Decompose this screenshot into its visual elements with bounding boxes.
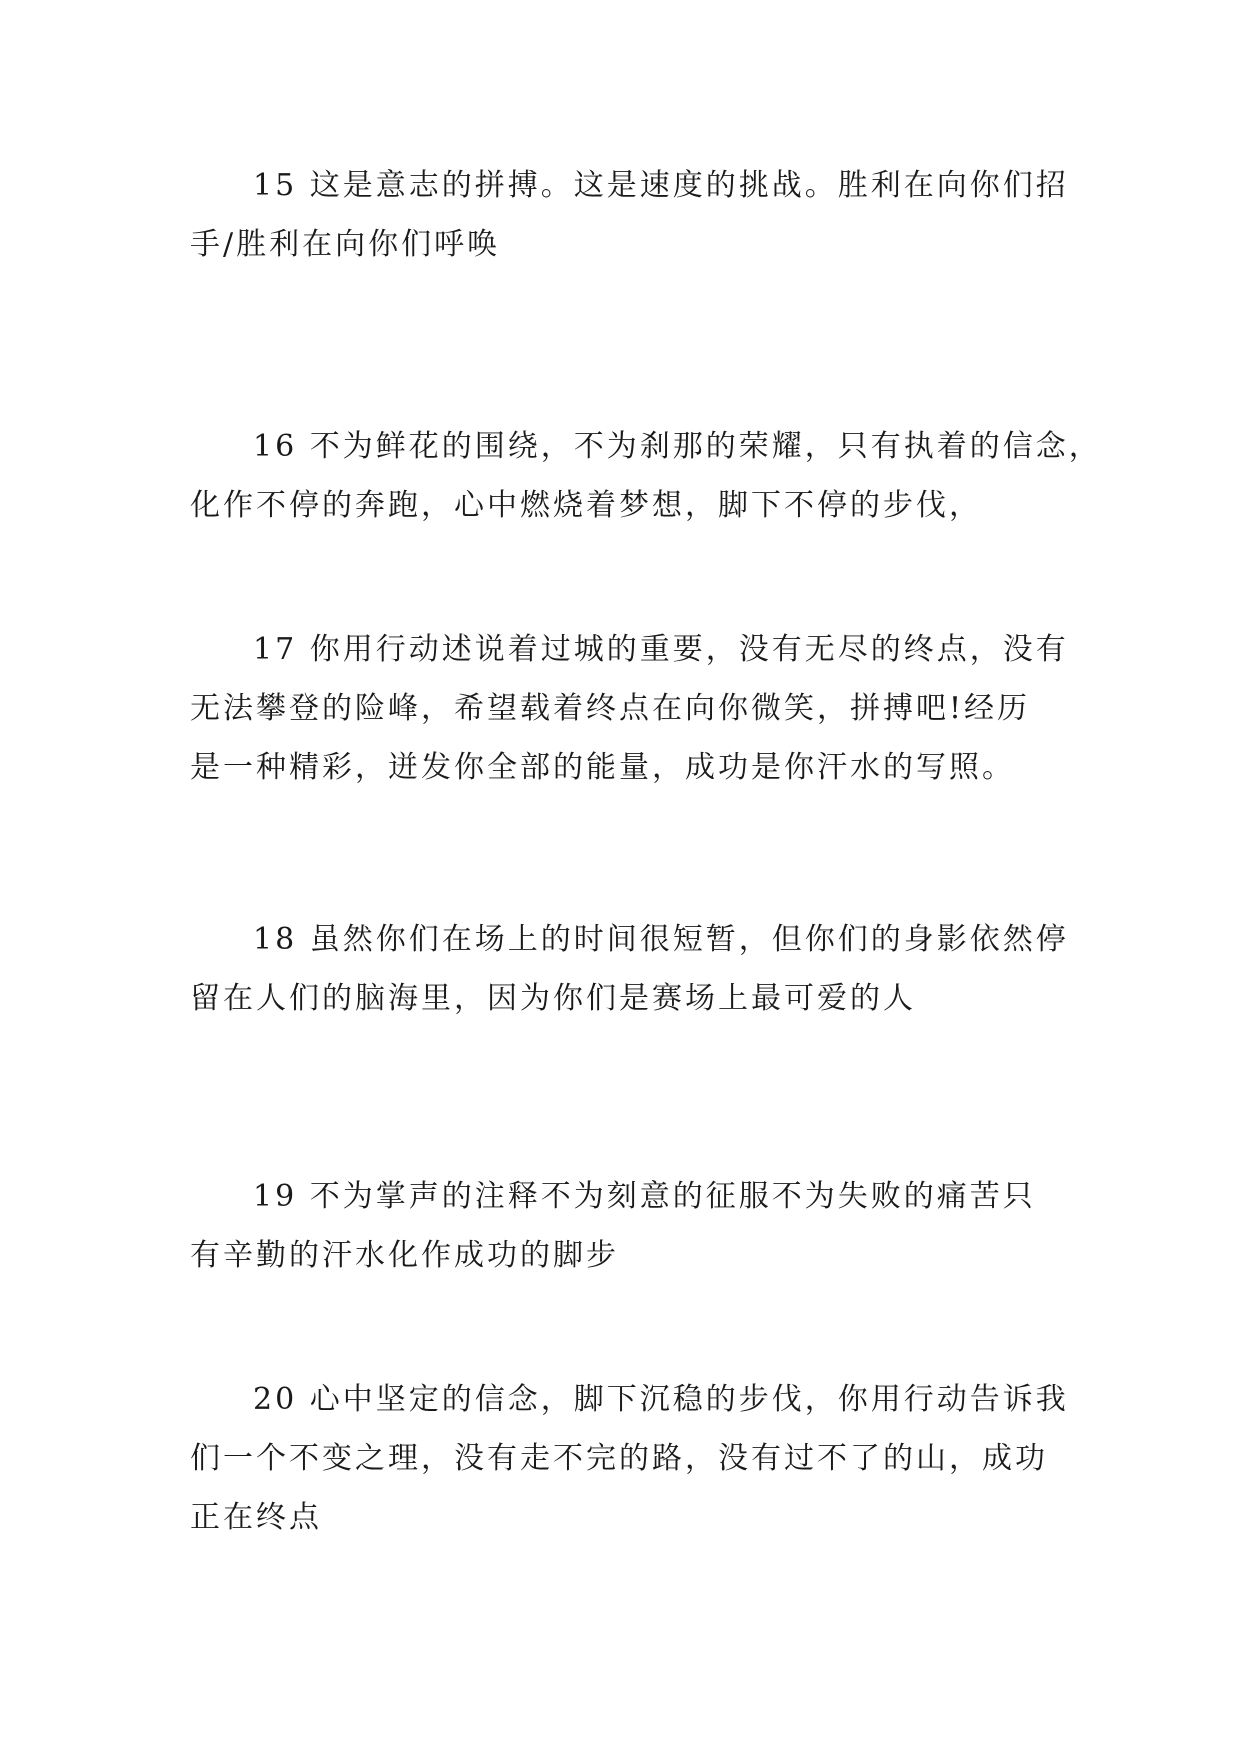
paragraph-line: 是一种精彩，迸发你全部的能量，成功是你汗水的写照。 xyxy=(190,750,1015,785)
paragraph-line: 有辛勤的汗水化作成功的脚步 xyxy=(190,1238,619,1273)
paragraph-line: 们一个不变之理，没有走不完的路，没有过不了的山，成功 xyxy=(190,1441,1048,1476)
paragraph-line: 20 心中坚定的信念，脚下沉稳的步伐，你用行动告诉我 xyxy=(253,1382,1069,1417)
paragraph-15 xyxy=(190,156,1069,274)
paragraph-line: 化作不停的奔跑，心中燃烧着梦想，脚下不停的步伐， xyxy=(190,488,982,523)
paragraph-line: 19 不为掌声的注释不为刻意的征服不为失败的痛苦只 xyxy=(253,1179,1036,1214)
paragraph-line: 正在终点 xyxy=(190,1500,322,1535)
paragraph-line: 16 不为鲜花的围绕，不为刹那的荣耀，只有执着的信念， xyxy=(253,429,1102,464)
paragraph-20 xyxy=(190,1370,1069,1547)
paragraph-16 xyxy=(190,417,1102,535)
paragraph-line: 无法攀登的险峰，希望载着终点在向你微笑，拼搏吧!经历 xyxy=(190,691,1031,726)
paragraph-line: 15 这是意志的拼搏。这是速度的挑战。胜利在向你们招 xyxy=(253,168,1069,203)
paragraph-17 xyxy=(190,620,1069,797)
paragraph-line: 手/胜利在向你们呼唤 xyxy=(190,227,501,262)
paragraph-19 xyxy=(190,1167,1050,1285)
paragraph-line: 留在人们的脑海里，因为你们是赛场上最可爱的人 xyxy=(190,981,916,1016)
paragraph-line: 18 虽然你们在场上的时间很短暂，但你们的身影依然停 xyxy=(253,922,1069,957)
paragraph-18 xyxy=(190,910,1069,1028)
paragraph-line: 17 你用行动述说着过城的重要，没有无尽的终点，没有 xyxy=(253,632,1069,667)
